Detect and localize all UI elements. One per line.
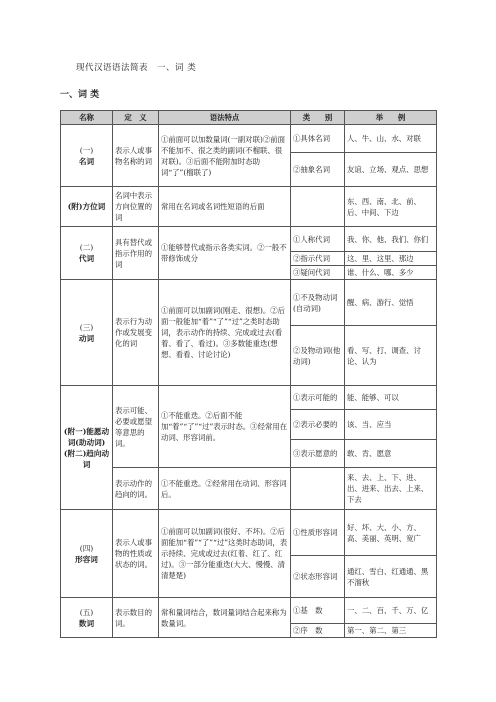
header-examples: 举 例 [345,111,437,125]
pronoun-definition: 具有替代或指示作用的词 [113,227,159,280]
pronoun-category-3: ③疑问代词 [291,266,345,280]
pronoun-category-1: ①人称代词 [291,227,345,252]
verb-example-1: 醒、病、游行、觉悟 [345,280,437,326]
noun-category-2: ②抽象名词 [291,153,345,187]
auxiliary-category-1: ①表示可能的 [291,386,345,410]
auxiliary-features: ①不能重迭。②后面不能加“着”“了”“过”表示时态。③经常用在动词、形容词前。 [159,386,291,468]
adjective-category-1: ①性质形容词 [291,510,345,556]
adjective-name-cell [61,510,113,598]
directional-category-empty [291,468,345,510]
table-row [61,510,437,556]
numeral-name: 数词 [78,618,95,628]
directional-features: ①不能重迭。②经常用在动词、形容词后。 [159,468,291,510]
adjective-example-1: 好、坏、大、小、方、高、美丽、英明、宽广 [345,510,437,556]
adjective-category-2: ②状态形容词 [291,556,345,598]
header-definition: 定 义 [113,111,159,125]
verb-example-2: 看、写、打、调查、讨论、认为 [345,326,437,386]
table-row [61,280,437,326]
pronoun-category-2: ②指示代词 [291,252,345,266]
numeral-features: 常和量词结合，数词量词结合起来称为数量词。 [159,598,291,638]
table-row [61,187,437,227]
header-name: 名称 [61,111,113,125]
pronoun-number: (二) [79,243,94,252]
locative-name-cell [61,187,113,227]
noun-example-1: 人、牛、山、水、对联 [345,125,437,153]
numeral-name-cell [61,598,113,638]
locative-features: 常用在名词或名词性短语的后面 [159,187,291,227]
verb-name: 动词 [78,333,95,343]
numeral-category-1: ①基 数 [291,598,345,624]
adjective-features: ①前面可以加副词(很好、不坏)。②后面能加“着”“了”“过”这类时态助词，表示持续、完成或过去(红着、红了、红过)。③一部分能重迭(大大、慢慢、清清楚楚) [159,510,291,598]
auxiliary-category-2: ②表示必要的 [291,410,345,440]
auxiliary-category-3: ③表示愿意的 [291,440,345,468]
table-row [61,386,437,410]
section-heading: 一、词 类 [60,90,100,100]
verb-name-cell [61,280,113,386]
verb-features: ①前面可以加副词(刚走、很想)。②后面一般能加“着”“了”“过”之类时态助词，表示动作的持续、完成或过去(看着、看了、看过)。③多数能重迭(想想、看看、讨论讨论) [159,280,291,386]
noun-name: 名词 [78,156,95,166]
adjective-name: 形容词 [75,554,98,564]
auxiliary-name-cell [61,386,113,510]
noun-example-2: 友谊、立场、观点、思想 [345,153,437,187]
verb-number: (三) [79,322,94,332]
numeral-example-1: 一、二、百、千、万、亿 [345,598,437,624]
noun-name-cell [61,125,113,187]
table-row [61,227,437,252]
auxiliary-example-3: 敢、肯、愿意 [345,440,437,468]
noun-features: ①前面可以加数量词(一副对联)②前面不能加不、很之类的副词(不榴联、很对联)。③后面不能附加时态助词“了”(榴联了) [159,125,291,187]
directional-examples: 来、去、上、下、进、出、进来、出去、上来、下去 [345,468,437,510]
locative-examples: 东、西、南、北、前、后、中间、下边 [345,187,437,227]
pronoun-example-1: 我、你、他、我们、你们 [345,227,437,252]
header-category: 类 别 [291,111,345,125]
table-header-row [61,111,437,125]
table-row [61,125,437,153]
auxiliary-definition: 表示可能、必要或愿望等意思的词。 [113,386,159,468]
locative-name: (附)方位词 [67,202,106,211]
numeral-definition: 表示数目的词。 [113,598,159,638]
document-title: 现代汉语语法简表 一、词 类 [76,63,197,73]
pronoun-example-3: 谁、什么、哪、多少 [345,266,437,280]
header-features: 语法特点 [159,111,291,125]
auxiliary-name: (附一)能愿动词(助动词)(附二)趋向动词 [63,426,110,469]
verb-category-1: ①不及物动词(自动词) [291,280,345,326]
auxiliary-example-2: 该、当、应当 [345,410,437,440]
noun-number: (一) [79,145,94,155]
numeral-category-2: ②序 数 [291,624,345,638]
noun-category-1: ①具体名词 [291,125,345,153]
pronoun-name: 代词 [78,254,95,263]
pronoun-features: ①能够替代或指示各类实词。②一般不带修饰成分 [159,227,291,280]
adjective-example-2: 通红、雪白、红通通、黑不溜秋 [345,556,437,598]
pronoun-name-cell [61,227,113,280]
verb-definition: 表示行为动作或发展变化的词 [113,280,159,386]
adjective-definition: 表示人或事物的性质或状态的词。 [113,510,159,598]
verb-category-2: ②及物动词(他动词) [291,326,345,386]
word-class-table [60,110,437,638]
noun-definition: 表示人或事物名称的词 [113,125,159,187]
table-row [61,468,437,510]
auxiliary-example-1: 能、能够、可以 [345,386,437,410]
locative-category-empty [291,187,345,227]
numeral-example-2: 第一、第二、第三 [345,624,437,638]
locative-definition: 名词中表示方向位置的词 [113,187,159,227]
adjective-number: (四) [79,543,94,553]
pronoun-example-2: 这、里、这里、那边 [345,252,437,266]
table-row [61,598,437,624]
numeral-number: (五) [79,607,94,617]
directional-definition: 表示动作的趋向的词。 [113,468,159,510]
